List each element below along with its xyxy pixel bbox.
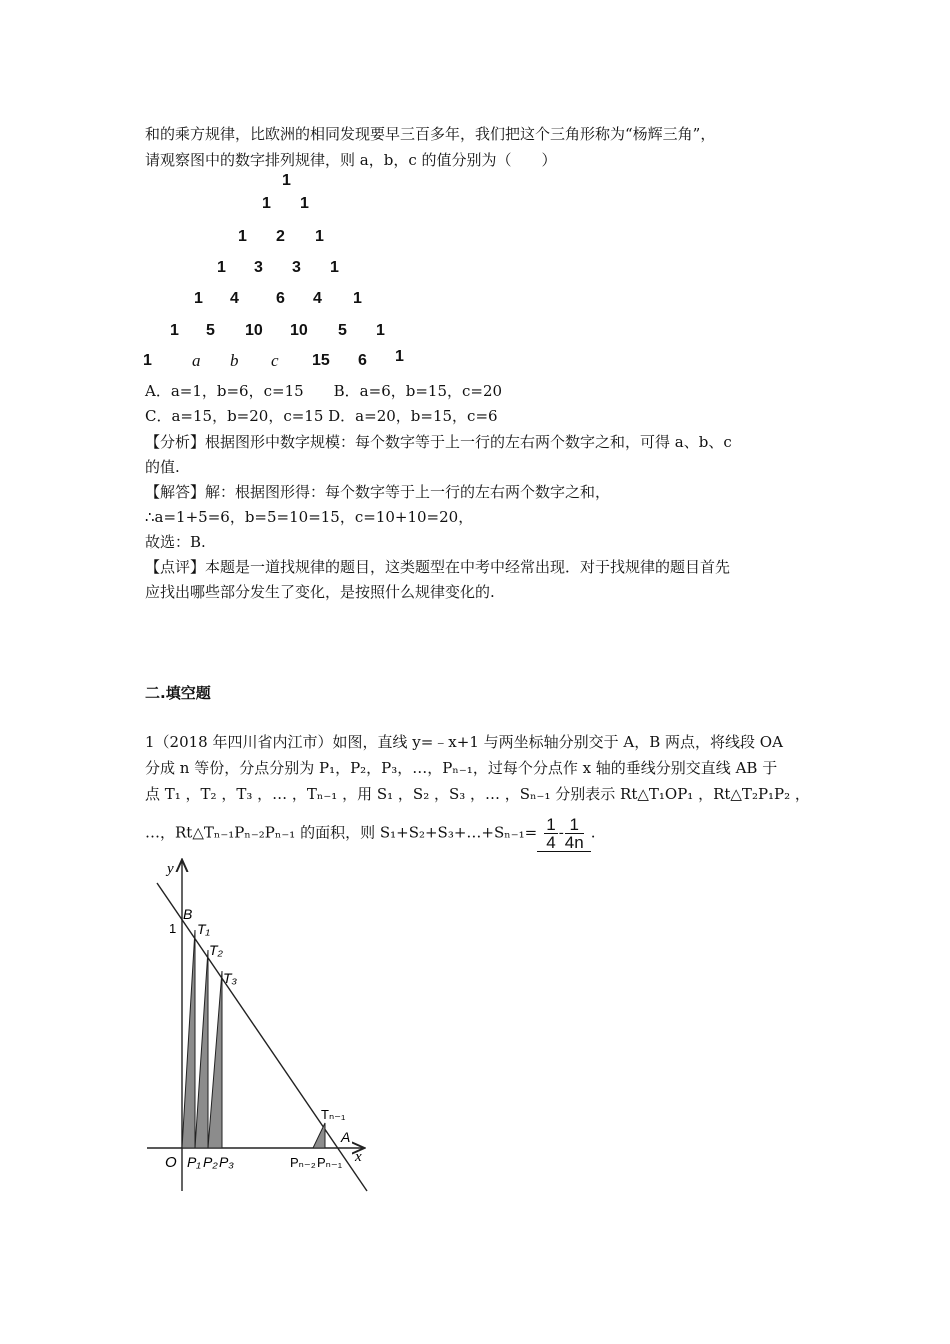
fraction-denominator: 4n <box>564 833 584 852</box>
period: . <box>590 823 596 842</box>
point-p2-label: P₂ <box>203 1154 218 1170</box>
triangle-number: 1 <box>217 259 226 276</box>
triangle-number: 15 <box>312 352 330 369</box>
triangle-variable: b <box>230 351 239 370</box>
question-text-line: 1（2018 年四川省内江市）如图，直线 y=﹣x+1 与两坐标轴分别交于 A，B 两点，将线段 OA <box>145 733 783 751</box>
answer-text: 【解答】解：根据图形得：每个数字等于上一行的左右两个数字之和， <box>145 483 611 501</box>
point-p3-label: P₃ <box>219 1154 234 1170</box>
triangle-number: 1 <box>282 172 291 189</box>
question-text-line: 点 T₁ ，T₂ ，T₃ ，… ，Tₙ₋₁ ，用 S₁ ，S₂ ，S₃ ，… ，Sₙ₋₁ 分别表示 Rt△T₁OP₁ ，Rt△T₂P₁P₂ ， <box>145 785 810 803</box>
triangle-number: 1 <box>143 352 152 369</box>
triangle-s2 <box>195 950 208 1148</box>
fraction-denominator: 4 <box>546 833 556 852</box>
minus-sign: - <box>558 823 564 842</box>
coordinate-figure <box>145 855 373 1195</box>
x-axis-label: x <box>355 1149 362 1165</box>
triangle-number: 10 <box>290 322 308 339</box>
triangle-number: 1 <box>238 228 247 245</box>
points-list: ₁，P₂，P₃，…，Pₙ₋₁ <box>329 759 473 777</box>
question-text: …，Rt△Tₙ₋₁Pₙ₋₂Pₙ₋₁ 的面积，则 S₁+S₂+S₃+…+Sₙ₋₁= <box>145 823 538 842</box>
point-t2-label: T₂ <box>209 942 223 958</box>
section-title: 二.填空题 <box>145 684 211 702</box>
comment-text: 【点评】本题是一道找规律的题目，这类题型在中考中经常出现．对于找规律的题目首先 <box>145 558 731 576</box>
answer-fraction <box>544 816 557 851</box>
answer-text: 故选：B. <box>145 533 206 551</box>
point-tn1-label: Tₙ₋₁ <box>321 1107 346 1122</box>
question-text-line: 和的乘方规律，比欧洲的相同发现要早三百多年，我们把这个三角形称为“杨辉三角”， <box>145 125 716 143</box>
triangle-number: 5 <box>338 322 347 339</box>
point-t3-label: T₃ <box>223 970 238 986</box>
point-b-label: B <box>183 906 193 922</box>
triangle-number: 4 <box>313 290 322 307</box>
fraction-numerator: 1 <box>546 815 556 834</box>
triangle-sn1 <box>313 1123 325 1148</box>
option-line: C．a=15，b=20，c=15 D．a=20，b=15，c=6 <box>145 407 498 425</box>
point-t1-label: T₁ <box>197 921 210 937</box>
triangle-number: 10 <box>245 322 263 339</box>
origin-label: O <box>165 1154 177 1171</box>
triangle-number: 4 <box>230 290 239 307</box>
yang-hui-triangle <box>140 168 420 378</box>
triangle-number: 3 <box>254 259 263 276</box>
y-axis-label: y <box>167 861 174 877</box>
triangle-number: 6 <box>276 290 285 307</box>
answer-fraction <box>565 816 584 851</box>
tick-one-label: 1 <box>169 921 177 936</box>
triangle-number: 5 <box>206 322 215 339</box>
answer-text: ∴a=1+5=6，b=5=10=15，c=10+10=20， <box>145 508 474 526</box>
triangle-variable: a <box>192 351 201 370</box>
point-a-label: A <box>341 1129 351 1145</box>
point-pn2-label: Pₙ₋₂ <box>290 1155 316 1170</box>
triangle-number: 1 <box>170 322 179 339</box>
question-text-line <box>145 758 777 778</box>
analysis-text: 【分析】根据图形中数字规模：每个数字等于上一行的左右两个数字之和，可得 a、b、c <box>145 433 732 451</box>
option-line: A．a=1，b=6，c=15 B．a=6，b=15，c=20 <box>145 382 503 400</box>
fraction-numerator: 1 <box>565 816 584 834</box>
triangle-number: 1 <box>194 290 203 307</box>
answer-blank <box>537 816 590 852</box>
question-text: ，过每个分点作 x 轴的垂线分别交直线 AB 于 <box>472 759 778 777</box>
triangle-number: 3 <box>292 259 301 276</box>
triangle-number: 6 <box>358 352 367 369</box>
triangle-number: 1 <box>262 195 271 212</box>
triangle-variable: c <box>271 351 279 370</box>
point-pn1-label: Pₙ₋₁ <box>317 1155 343 1170</box>
triangle-number: 1 <box>353 290 362 307</box>
triangle-number: 2 <box>276 228 285 245</box>
triangle-number: 1 <box>300 195 309 212</box>
point-p1-label: P₁ <box>187 1154 201 1170</box>
analysis-text: 的值. <box>145 458 180 476</box>
triangle-s1 <box>182 930 195 1148</box>
comment-text: 应找出哪些部分发生了变化，是按照什么规律变化的. <box>145 583 495 601</box>
question-text: 分成 n 等份，分点分别为 P <box>145 759 330 777</box>
triangle-number: 1 <box>376 322 385 339</box>
triangle-number: 1 <box>395 348 404 365</box>
triangle-s3 <box>208 971 222 1148</box>
triangle-number: 1 <box>330 259 339 276</box>
triangle-number: 1 <box>315 228 324 245</box>
question-text-line: 请观察图中的数字排列规律，则 a，b，c 的值分别为（ ） <box>145 151 557 169</box>
question-text-line <box>145 816 596 852</box>
